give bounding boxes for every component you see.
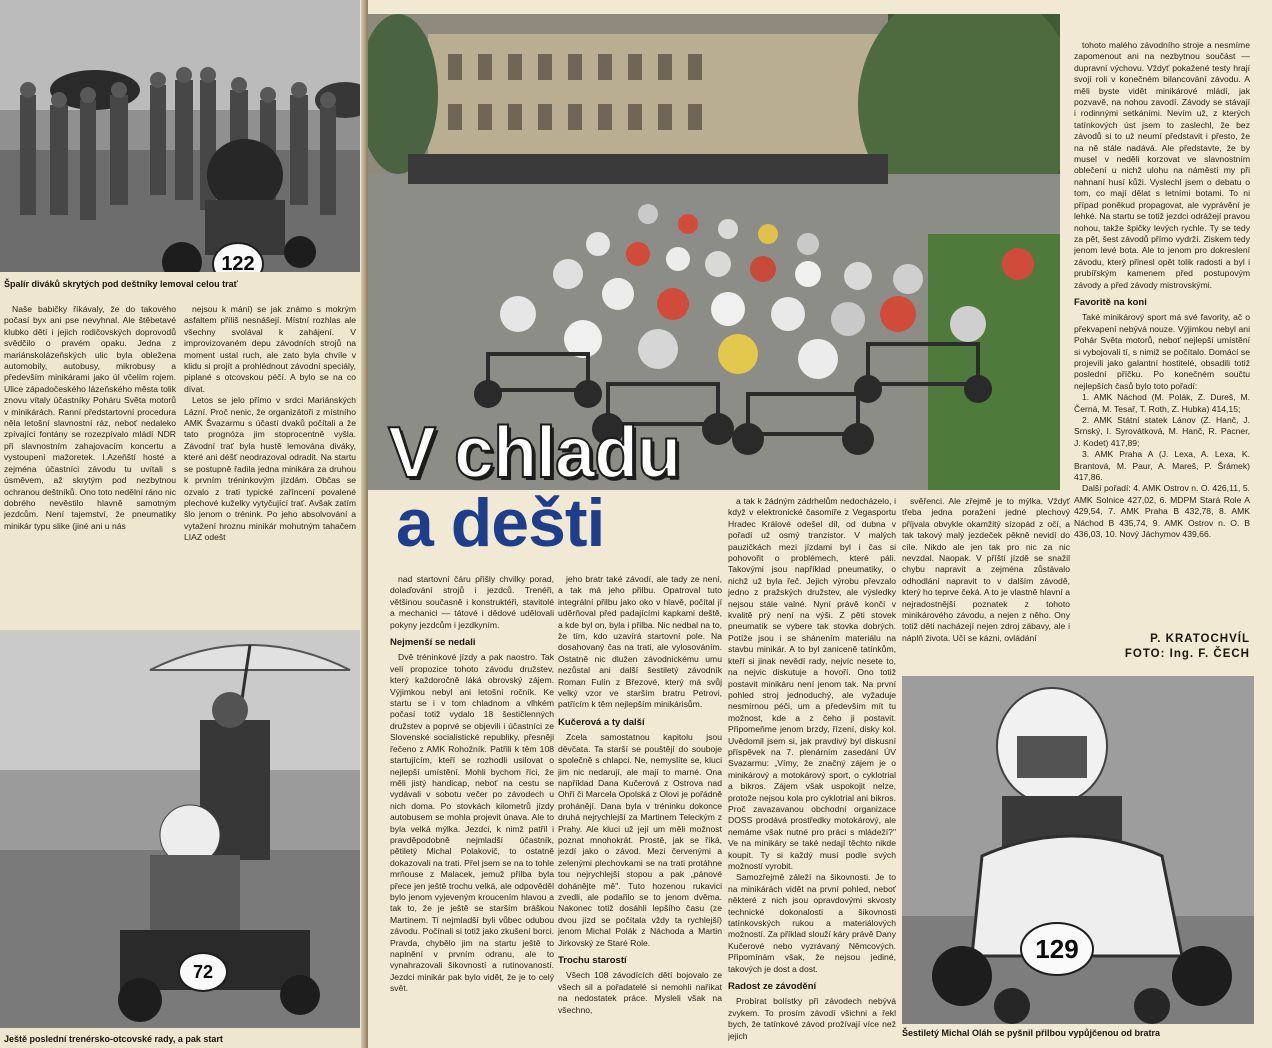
headline-line-1: V chladu [388,413,681,493]
article-column-3 [728,496,896,1044]
paragraph: a tak k žádným zádrhelům nedocházelo, i když v elektronické časomíře z Vegasportu Hradec Králové odešel díl, od dubna v pořadí už osmý tranzistor. V malých pauzičkách mezi jízdami byl i čas si pohovořit o problémech, které páli. Takovými jsou například pneumatiky, o nichž už byla řeč. Jejich výrobu převzalo jedno z pražských družstev, ale výsledky nejsou stále valné. Nyní právě končí v kvalitě prý není na výši. Z pěti stovek pneumatik se vybere tak stovka dobrých. Potíže jsou i se shánením materiálu na stavbu minikár. A to byl zaniceně tatínkům, kteří si jinak nevědí rady, nejvíc nesete to, na nejvic diskutuje a hovoří. Ono totiž postavit minikáru není jenom tak. Na první pohled stroj jednoduchý, ale vyžaduje nesmírnou péči, um a především mít tu možnost, kde a z čeho ji postavit. Připomeňme jenom brzdy, řízení, disky kol. Uvědomil jsem si, jak pravdivý byl diskusní příspěvek na 7. plenárním zasedání ÚV Svazarmu: „Vímy, že značný zájem je o minikárový a motokárový sport, o cyklotrial a bikros. Zájem však uspokojit nelze, protože nejsou kola pro cyklotrial ani bikros. Proč zavazavanou obchodní organizace DOSS prodává prostředky motokárový, ale nemáme však nutné pro práci s mládeží?" Ve na minikáry se také nedají těchto nikde koupit. Ty si každý musí podle svých možností vyrobit. [728,496,896,871]
result-line: 2. AMK Státní statek Lánov (Z. Hanč, J. Srnský, I. Syrovátková, M. Hanč, R. Pacner, J. Kodet) 417,89; [1074,415,1250,448]
result-line: 3. AMK Praha A (J. Lexa, A. Lexa, K. Brantová, M. Paur, A. Mareš, P. Šrámek) 417,86. [1074,449,1250,483]
left-page [0,0,368,1048]
paragraph: Letos se jelo přímo v srdci Mariánských Lázní. Proč nenic, že organizátoři z místního AMK Švazarmu s účastí dvaků počítali a že tato prognóza jim stoprocentně vyšla. Závodní trať byla hustě lemována diváky, které ani déšť neodrazoval odradit. Na startu se postupně řadila jedna minikára za druhou k prvním tréninkovým jízdám. Občas se ozvalo z trati typické zaříncení povalené plechové kuželky vytyčující trať. Avšak zatím šlo jenom o trénink. Po jeho absolvování a vytažení hroznu minikár mohutným tahačem LIAZ odešt [184,395,356,543]
paragraph: Probírat bolístky při závodech nebývá zvykem. To prosím závodí všichni a řekl bych, že tatínkové závod prožívají více než jejich [728,996,896,1041]
result-line: 1. AMK Náchod (M. Polák, Z. Dureš, M. Černá, M. Tesař, T. Roth, Z. Hubka) 414,15; [1074,392,1250,414]
paragraph: Zcela samostatnou kapitolu jsou děvčata. Ta starší se pouštějí do souboje společně s chlapci. Ne, nemyslíte se, kluci jim nic nedarují, ale mají to marné. Ona například Dana Kučerová z Ostrova nad Ohří či Marcela Opolská z Olovi je pořádně prohánějí. Dana byla v tréninku dokonce druhá nejrychlejší za Martinem Teleckým z Prahy. Ale kluci už její um měli možnost poznat mnohokrát. Prostě, jak se říká, jezdí jako o závod. Mezi červenými a zelenými plechovkami se na trati protáhne tou nejrychlejší stopou a pak „pánové dohánějte mě". Tuto hozenou rukavici zvedli, ale podařilo se to jenom dvěma. Nakonec totiž dosáhli lepšího času (ze dvou jízd se počítala vždy ta rychlejší) jenom Michal Polák z Náchoda a Martin Jirkovský ze Staré Role. [558,732,722,948]
paragraph: svěřenci. Ale zřejmě je to mýlka. Vždyť třeba jedna poražení jedné plechový příjvala obvykle okamžitý sízopád z očí, a tak takový malý jezdeček pěkně nevidí do cíle. Nikdo ale jen tak pro nic za nic nevzdal. Naopak. V příští jízdě se snažil chybu napravit a zejména zůstávalo odhodlání napravit to v dalším závodě, který ho teprve čeká. A to je vlastně hlavní a nejradostnější poznatek z tohoto minikárového závodu, a nejen z něho. Ony totiž děti nacházejí nejen zdroj zábavy, ale i náplň života. Učí se kázni, ovládání [902,496,1070,643]
right-page [368,0,1272,1048]
photo-spectators-umbrellas-image [0,0,360,272]
subheading-kucerova: Kučerová a ty další [558,716,645,728]
photo-spectators-umbrellas [0,0,360,272]
paragraph: Všech 108 závodících dětí bojovalo ze všech sil a pořadatelé si nemohli naříkat na nedostatek práce. Mysleli však na všechno, [558,970,722,1015]
headline-line-2: a dešti [396,485,605,561]
paragraph: nad startovní čáru přišly chvilky porad, dolaďování strojů i jezdců. Trenéři, většinou současně i konstruktéři, stavitolé a mechanici — tátové i dědové udělovali pokyny jezdcům i jezdkyním. [390,574,554,630]
paragraph: tohoto malého závodního stroje a nesmíme zapomenout ani na nezbytnou součást — dupravní výchovu. Vždyť pokažené testy hrají svojí roli v konečném bilancování závodu. A měli byste vidět minikárové mládí, jak pozvavě, na nohou zavodí. Závody se stávají i rodinnými setkáními. Nevím už, z kterých tatínkových úst jsem to zaslechl, že bez závodů si to už neumí představit i přesto, že na ně stále nadává. Ale představte, že by musel v neděli korzovat ve slavnostním oblečení u nichž ulohu na náměstí my při nahnaní husí kůži. Vyslechl jsem o debatu o tom, co mají dělat s letními botami. To ni případ poněkud propagovat, ale vyprávění je lehké. Na startu se totiž jezdci odrážejí pravou nohou, takže špičky levých rychle. Ty se tedy za pět, šest závodů přímo vydrží. Ziskem tedy jenom levé bota. Ale to jenom pro dokreslení závodu, který přinesl opět tolik radosti a byl i prubířským kamenem před postupovým závody a před závody mistrovskými. [1074,40,1250,290]
article-column-2 [558,574,722,1044]
race-number-72: 72 [178,952,228,992]
paragraph: jeho bratr také závodí, ale tady ze není, a tak má jeho přilbu. Opatroval tuto integrální přilbu jako oko v hlavě, počítal jí uděrňoval před padajícími kapkami deště, a kde byl on, byla i přilba. Nic nedbal na to, že tím, kdo uzavírá startovní pole. Na dosahovaný čas na trati, ale vylosováním. Ostatně nic dlužen závodnickému umu nezůstal ani další šestiletý závodník Roman Fulín z Březové, který má svůj velký vzor ve starším bratru Petrovi, patřícím k těm nejlepším minikárisům. [558,574,722,710]
paragraph: Samozřejmě záleží na šikovnosti. Je to na minikárách vidět na první pohled, neboť některé z nich jsou opravdovými skvosty technické dokonalosti a šikovnosti tatínkovských rukou a materiálových možností. Za příklad slouží káry právě Dany Kučerové nebo vyzrávaný Němcových. Připomínám však, že nejsou jediné, takových je dost a dost. [728,872,896,974]
article-column-4 [902,496,1070,666]
paragraph: Dvě tréninkové jízdy a pak naostro. Tak velí propozice tohoto závodu družstev, který každoročně láká obrovský zájem. Výjimkou nebyl ani letošní ročník. Ke startu se i v tom chladnom a vlhkém počasí totiž vydalo 18 šestičlenných družstev a poprvé se objevili i účastníci ze Slovenské socialistické republiky, přesněji řečeno z AMK Rohožník. Patřili k těm 108 startujícím, kteří se rozhodli usilovat o nejlepší umístění. Mohli bychom říci, že měli jistý handicap, neboť na cestu se vydávali v sobotu večer po závodech u nich doma. Po stovkách kilometrů jízdy autobusem se mohla projevit únava. Ale to byla velká mýlka. Jezdci, k nimž patřil i pravděpodobně nejmladší účastník, pětiletý Michal Polakovič, to ostatně dokazovali na trati. Přel jsem se na to tohle mrňouse z Malacek, jemuž přilba byla přece jen ještě trochu velká, ale odpověděl bylo jenom vyjeveným kroucením hlavou a tak to, že je ještě se starším bráškou Martinem. Ti nejmladší byli vůbec odubou závodu. Počínali si totiž jako zkušení borci. Pravda, chybělo jim na startu ještě to naplnění v prvním odranu, ale to vynahrazovali šikovností a rutinovaností. Jezdci minikár pak bylo vidět, že je to celý svět. [390,652,554,994]
subheading-radost: Radost ze závodění [728,981,817,993]
byline-author: P. KRATOCHVÍL [1150,633,1250,645]
paragraph: nejsou k mání) se jak známo s mokrým asfaltem příliš nesnášejí. Místní rozhlas ale všechny svolával k zahájení. V improvizovaném depu závodních strojů na moment ustal ruch, ale zato byla chvíle v klidu si projít a prohlédnout závodní speciály, piplané s otcovskou péčí. A bylo se na co dívat. [184,304,356,394]
byline-photo: FOTO: Ing. F. ČECH [1124,648,1250,660]
race-number-122: 122 [212,242,264,272]
subheading-nejmensi: Nejmenší se nedali [390,637,476,649]
left-column-1 [4,304,176,616]
paragraph: Také minikárový sport má své favority, ač o překvapení nebývá nouze. Výjimkou nebyl ani Pohár Světa motorů, neboť nejlepší umístění si vybojovali tí, s nimiž se počítalo. Domácí se projevili jako galantní hostitelé, obsadili totiž poslední příčku. Po konečném součtu nejlepších časů bylo toto pořadí: [1074,312,1250,391]
caption-bottom-right: Šestiletý Michal Oláh se pyšnil přilbou vypůjčenou od bratra [902,1028,1161,1038]
race-number-129: 129 [1020,922,1094,976]
caption-bottom-left: Ještě poslední trenérsko-otcovské rady, a pak start [4,1034,223,1044]
caption-top-left: Špalír diváků skrytých pod deštníky lemoval celou trať [4,279,238,289]
paragraph: Naše babičky říkávaly, že do takového počasí byx ani pse nevyhnal. Ale štěbetavé klubko dětí i jejich rodičovských doprovodů svědčilo o pravém opaku. Jedna z mariánskolázeňských ulic byla obležena automobily, autobusy, mikrobusy a především minikárami jako úl včelím rojem. Ulice západočeského lázeňského města tolik znovu vítaly účastníky Poháru Světa motorů v minikárách. Ranní předstartovní procedura něla letošní slavnostní ráz, neboť nedaleko zpívající fontány se rozezpívalo mládí NDR při slavnostním zahajovacím koncertu a vystoupení mažoretek. I.Azeňští hosté a zejména účastníci závodu tu uvítali s úsměvem, až skrytým pod nezbytnou ochranou deštníků. Ono toto nedělní ráno nic dobrého nevěstilo hlavně samotným jezdcům. Není tajemství, že pneumatiky minikár typu slike (jiné ani u nás [4,304,176,531]
subheading-favorite: Favoritě na koni [1074,296,1147,308]
photo-michal-olah-kart [902,676,1254,1024]
article-column-5 [1074,40,1250,640]
photo-michal-olah-image [902,676,1254,1024]
article-column-1 [390,574,554,1044]
result-line: Další pořadí: 4. AMK Ostrov n. O. 426,11, 5. AMK Solnice 427,02, 6. MDPM Stará Role A 429,54, 7. AMK Praha B 432,78, 8. AMK Náchod B 435,74, 9. AMK Ostrov n. O. B 436,03, 10. Nový Jáchymov 439,66. [1074,483,1250,540]
left-column-2 [184,304,356,616]
subheading-trochu: Trochu starostí [558,955,627,966]
photo-trainer-umbrella [0,630,360,1028]
